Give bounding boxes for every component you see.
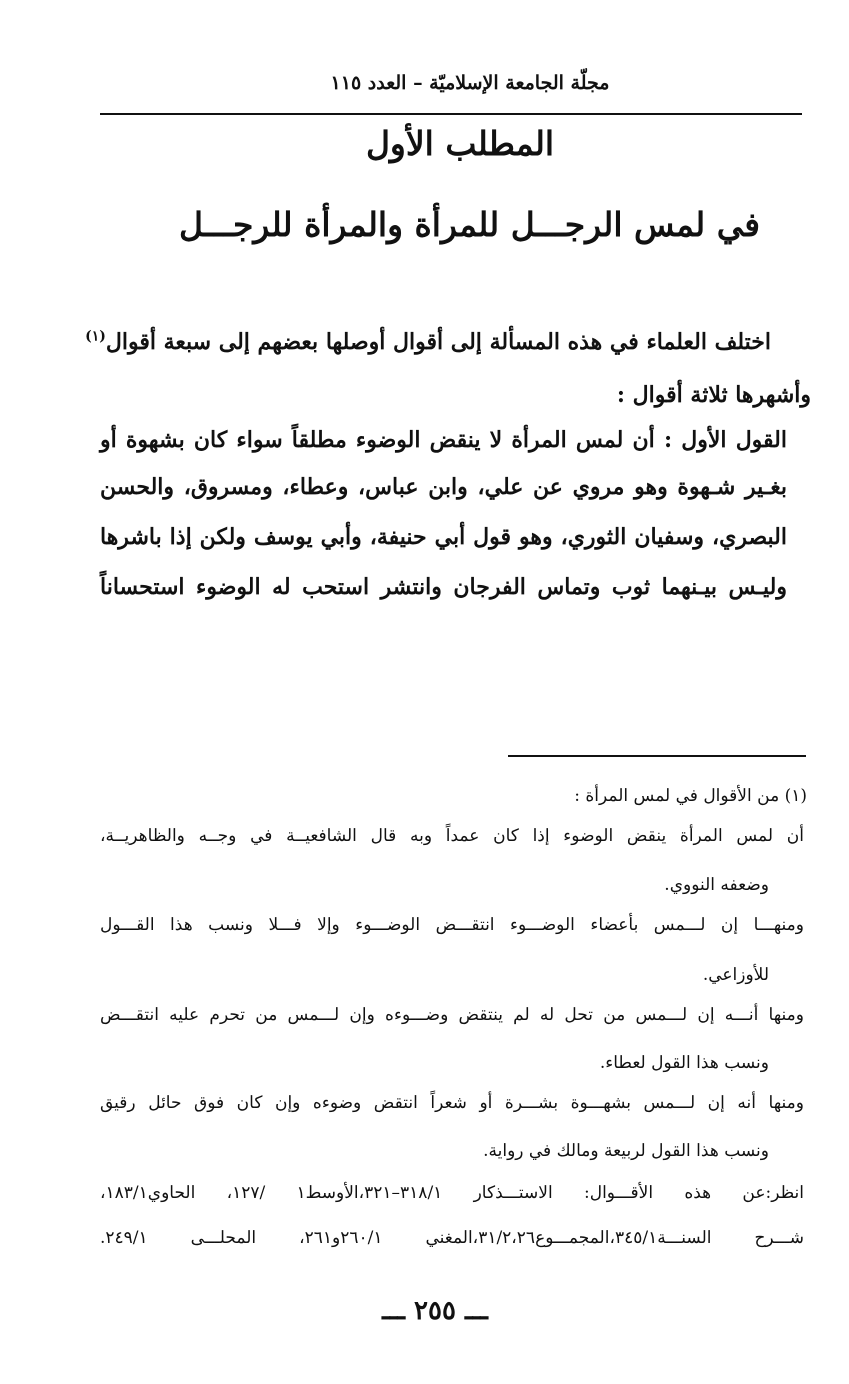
footnote-line-4: ومنهـــا إن لـــمس بأعضاء الوضـــوء انتقـــض الوضـــوء وإلا فـــلا ونسب هذا القـــول xyxy=(100,915,804,935)
footnote-line-7: ونسب هذا القول لعطاء. xyxy=(599,1053,769,1073)
body-line-1-text: اختلف العلماء في هذه المسألة إلى أقوال أوصلها بعضهم إلى سبعة أقوال xyxy=(105,329,771,355)
footnote-line-11: شـــرح السنـــة٣٤٥/١،المجمـــوع٣١/٢،٢٦،المغني ٢٦٠/١و٢٦١، المحلـــى ٢٤٩/١. xyxy=(100,1228,804,1248)
footnote-reference: (١) xyxy=(85,328,106,345)
footnote-rule xyxy=(508,755,806,757)
footnote-line-9: ونسب هذا القول لربيعة ومالك في رواية. xyxy=(483,1141,769,1161)
footnote-line-2: أن لمس المرأة ينقض الوضوء إذا كان عمداً وبه قال الشافعيــة في وجــه والظاهريــة، xyxy=(100,826,804,846)
footnote-line-5: للأوزاعي. xyxy=(702,965,769,985)
footnote-1-heading: (١) من الأقوال في لمس المرأة : xyxy=(574,786,807,806)
footnote-line-10: انظر:عن هذه الأقـــوال: الاستـــذكار ٣١٨/١–٣٢١،الأوسط١ /١٢٧، الحاوي١٨٣/١، xyxy=(100,1183,804,1203)
page-number: ـــ ٢٥٥ ـــ xyxy=(382,1296,488,1326)
footnote-line-6: ومنها أنـــه إن لـــمس من تحل له لم ينتقض وضـــوءه وإن لـــمس من تحرم عليه انتقـــض xyxy=(100,1005,804,1025)
running-header: مجلّة الجامعة الإسلاميّة – العدد ١١٥ xyxy=(330,72,610,94)
body-line-1 xyxy=(85,327,771,357)
body-line-3: القول الأول : أن لمس المرأة لا ينقض الوضوء مطلقاً سواء كان بشهوة أو xyxy=(100,427,787,453)
section-title: المطلب الأول xyxy=(365,124,555,163)
footnote-line-8: ومنها أنه إن لـــمس بشهـــوة بشـــرة أو شعراً انتقض وضوءه وإن كان فوق حائل رقيق xyxy=(100,1093,804,1113)
body-line-2: وأشهرها ثلاثة أقوال : xyxy=(616,382,811,408)
footnote-line-3: وضعفه النووي. xyxy=(664,875,769,895)
section-subtitle: في لمس الرجـــل للمرأة والمرأة للرجـــل xyxy=(179,205,760,244)
body-line-6: وليـس بيـنهما ثوب وتماس الفرجان وانتشر استحب له الوضوء استحساناً xyxy=(100,574,787,600)
body-line-4: بغـير شـهوة وهو مروي عن علي، وابن عباس، وعطاء، ومسروق، والحسن xyxy=(100,474,787,500)
body-line-5: البصري، وسفيان الثوري، وهو قول أبي حنيفة، وأبي يوسف ولكن إذا باشرها xyxy=(100,524,787,550)
header-rule xyxy=(100,113,802,115)
